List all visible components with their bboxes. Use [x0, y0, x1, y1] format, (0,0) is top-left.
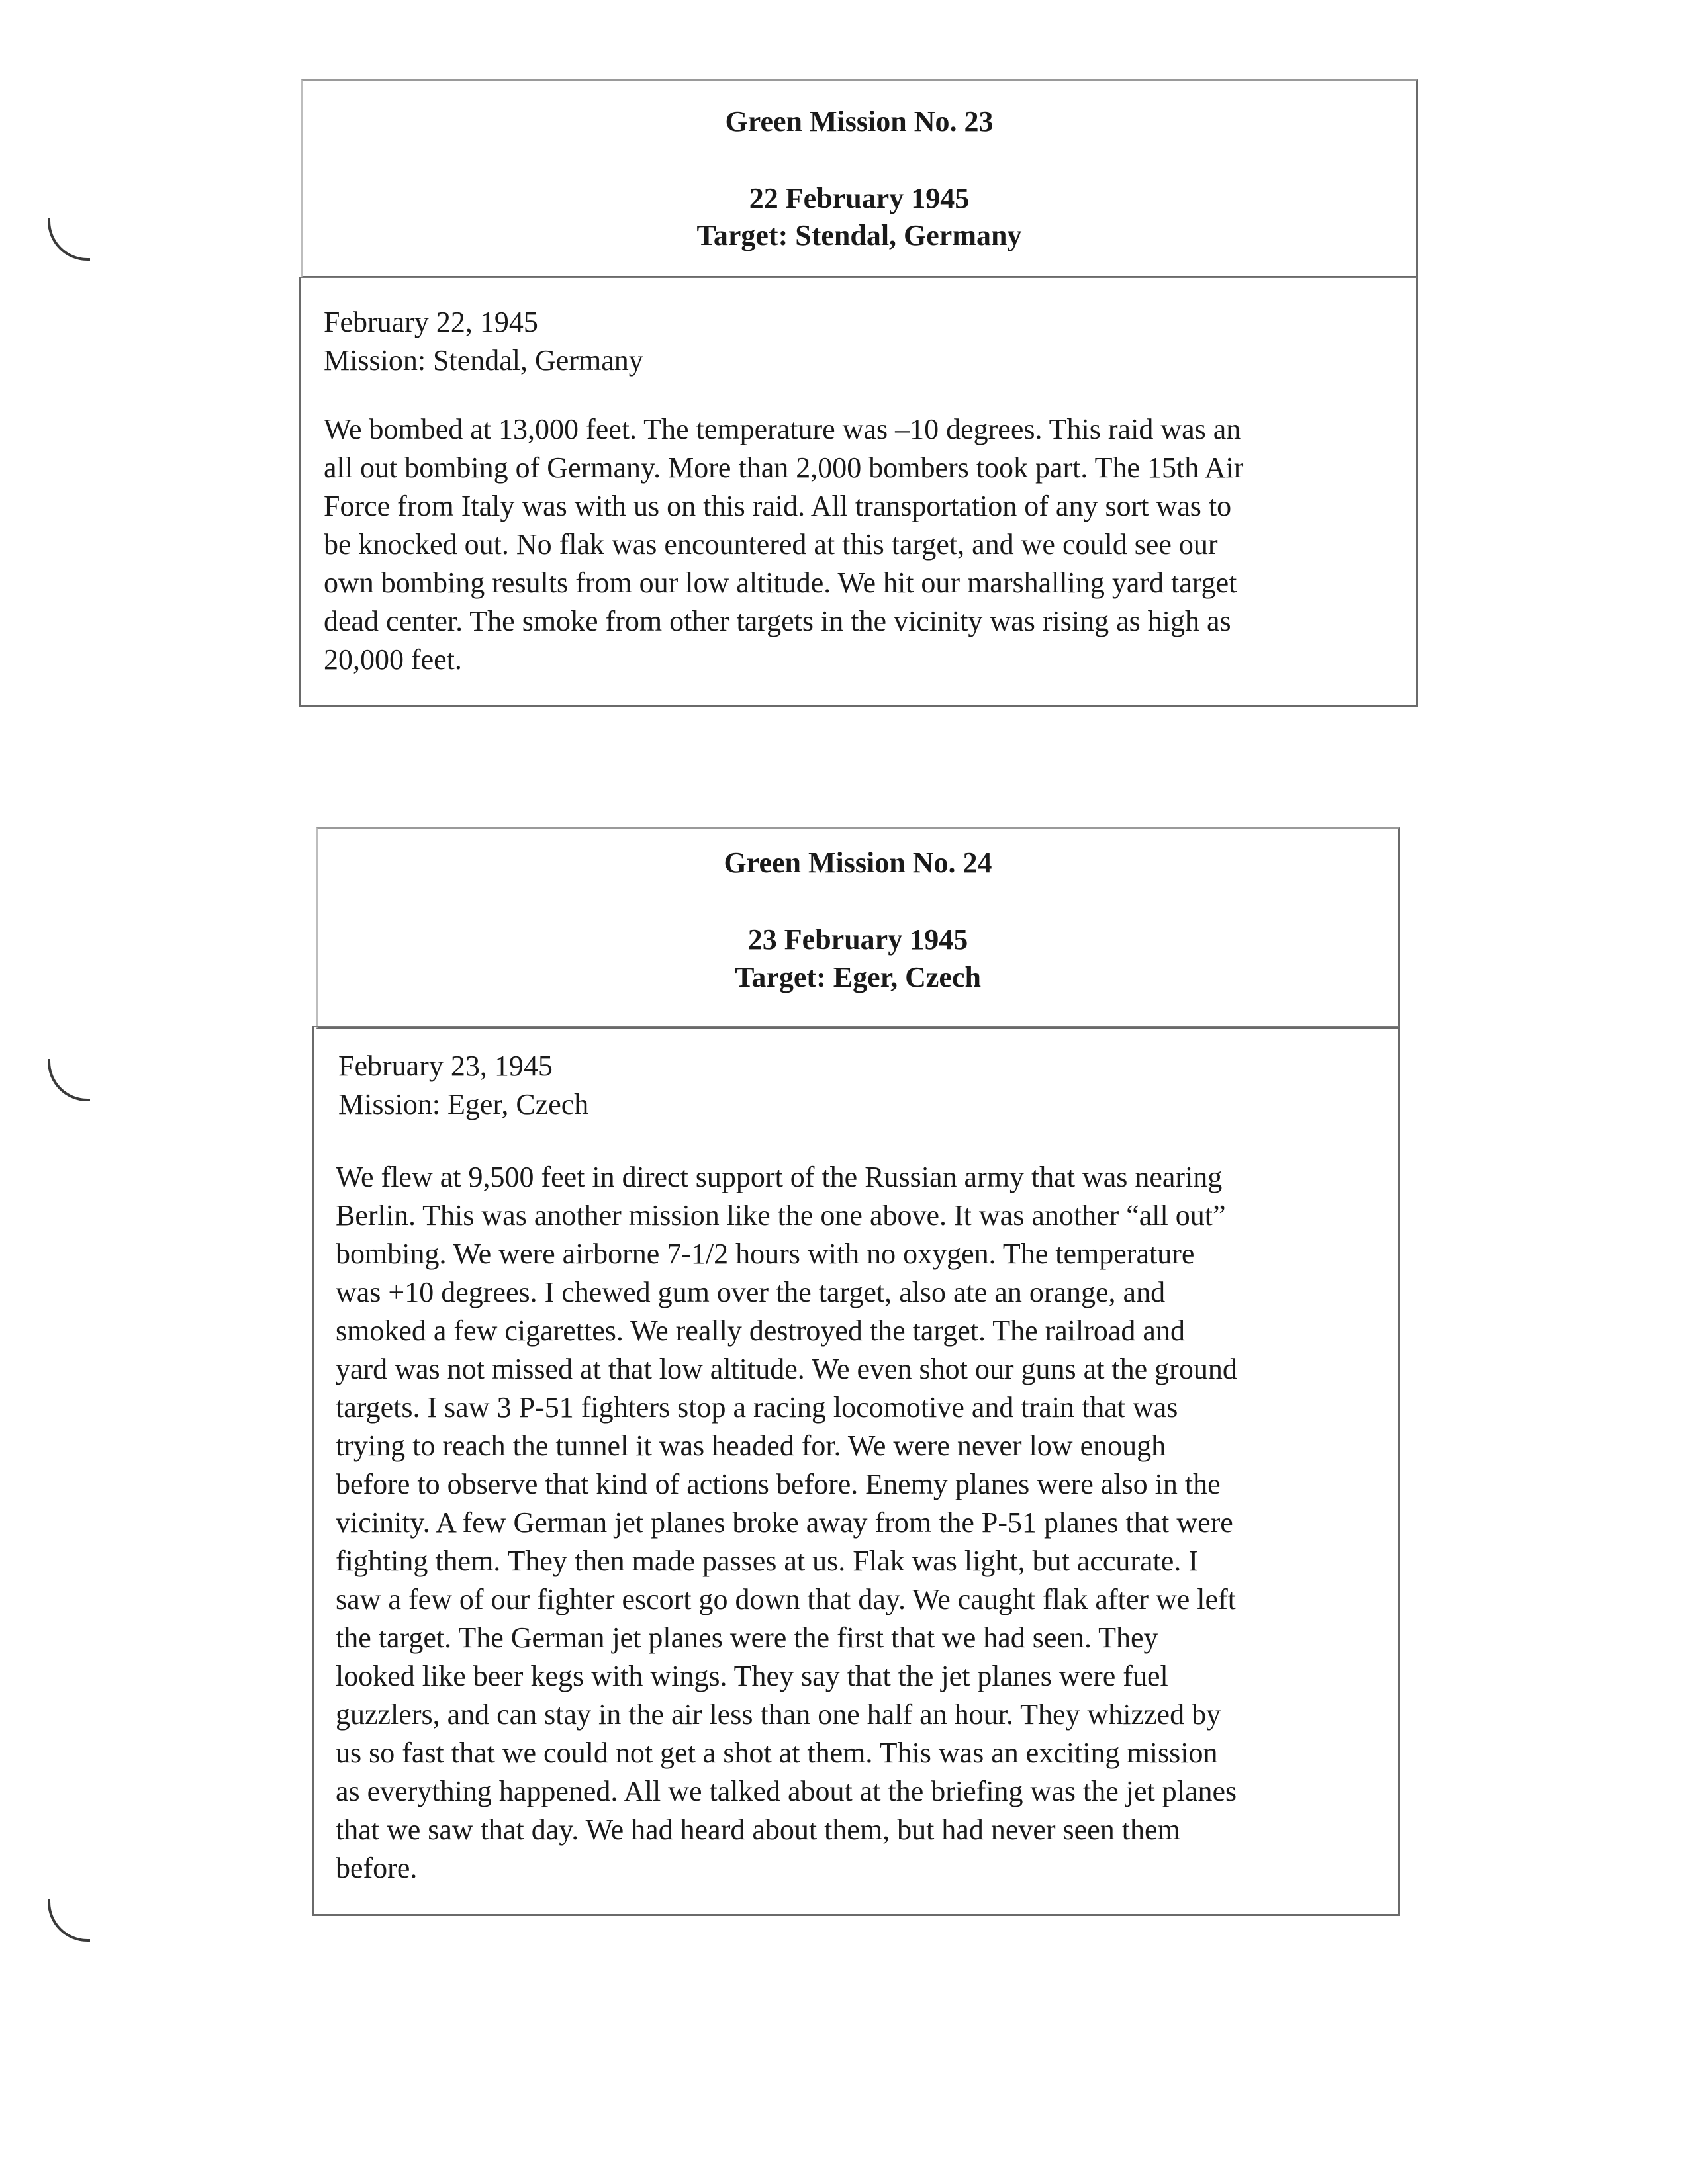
entry-body-line: Force from Italy was with us on this raid. All transportation of any sort was to [324, 490, 1232, 522]
entry-body-line: We bombed at 13,000 feet. The temperature was –10 degrees. This raid was an [324, 413, 1241, 445]
entry-body [336, 1158, 1237, 1888]
entry-body-line: guzzlers, and can stay in the air less than one half an hour. They whizzed by [336, 1698, 1221, 1731]
entry-body-line: dead center. The smoke from other targets in the vicinity was rising as high as [324, 605, 1231, 637]
mission-24-entry-box [312, 1026, 1400, 1916]
entry-body-line: targets. I saw 3 P-51 fighters stop a racing locomotive and train that was [336, 1391, 1178, 1424]
entry-body-line: smoked a few cigarettes. We really destroyed the target. The railroad and [336, 1314, 1185, 1347]
entry-date: February 22, 1945 [324, 306, 538, 338]
mission-date-heading: 23 February 1945 [747, 923, 968, 956]
entry-body-line: that we saw that day. We had heard about them, but had never seen them [336, 1813, 1180, 1846]
binder-hole-mark [48, 1899, 90, 1942]
binder-hole-mark [48, 218, 90, 261]
entry-body-line: bombing. We were airborne 7-1/2 hours with no oxygen. The temperature [336, 1238, 1195, 1270]
entry-body-line: all out bombing of Germany. More than 2,000 bombers took part. The 15th Air [324, 451, 1244, 484]
entry-body-line: the target. The German jet planes were the first that we had seen. They [336, 1621, 1158, 1654]
entry-mission: Mission: Eger, Czech [338, 1088, 589, 1120]
entry-date: February 23, 1945 [338, 1050, 553, 1082]
mission-title: Green Mission No. 23 [725, 105, 994, 138]
entry-body-line: before. [336, 1852, 418, 1884]
entry-body-line: us so fast that we could not get a shot at them. This was an exciting mission [336, 1737, 1218, 1769]
mission-23-header-box [301, 79, 1418, 278]
entry-body-line: was +10 degrees. I chewed gum over the target, also ate an orange, and [336, 1276, 1166, 1308]
mission-target-heading: Target: Stendal, Germany [696, 219, 1022, 251]
entry-body-line: fighting them. They then made passes at us. Flak was light, but accurate. I [336, 1545, 1198, 1577]
binder-hole-mark [48, 1059, 90, 1101]
entry-body-line: before to observe that kind of actions before. Enemy planes were also in the [336, 1468, 1221, 1500]
entry-body [324, 410, 1243, 679]
mission-24-header-box [316, 827, 1400, 1029]
entry-body-line: yard was not missed at that low altitude. We even shot our guns at the ground [336, 1353, 1237, 1385]
entry-body-line: looked like beer kegs with wings. They say that the jet planes were fuel [336, 1660, 1168, 1692]
entry-body-line: We flew at 9,500 feet in direct support of the Russian army that was nearing [336, 1161, 1223, 1193]
entry-body-line: vicinity. A few German jet planes broke away from the P-51 planes that were [336, 1506, 1233, 1539]
entry-mission: Mission: Stendal, Germany [324, 344, 643, 377]
mission-title: Green Mission No. 24 [724, 846, 992, 879]
entry-body-line: be knocked out. No flak was encountered at this target, and we could see our [324, 528, 1218, 561]
entry-body-line: as everything happened. All we talked about at the briefing was the jet planes [336, 1775, 1237, 1807]
entry-body-line: trying to reach the tunnel it was headed for. We were never low enough [336, 1430, 1166, 1462]
mission-23-entry-box [299, 277, 1418, 707]
entry-body-line: saw a few of our fighter escort go down that day. We caught flak after we left [336, 1583, 1236, 1615]
mission-target-heading: Target: Eger, Czech [735, 961, 981, 993]
entry-body-line: Berlin. This was another mission like the one above. It was another “all out” [336, 1199, 1226, 1232]
entry-body-line: 20,000 feet. [324, 643, 462, 676]
entry-body-line: own bombing results from our low altitude. We hit our marshalling yard target [324, 567, 1237, 599]
mission-date-heading: 22 February 1945 [749, 182, 970, 214]
